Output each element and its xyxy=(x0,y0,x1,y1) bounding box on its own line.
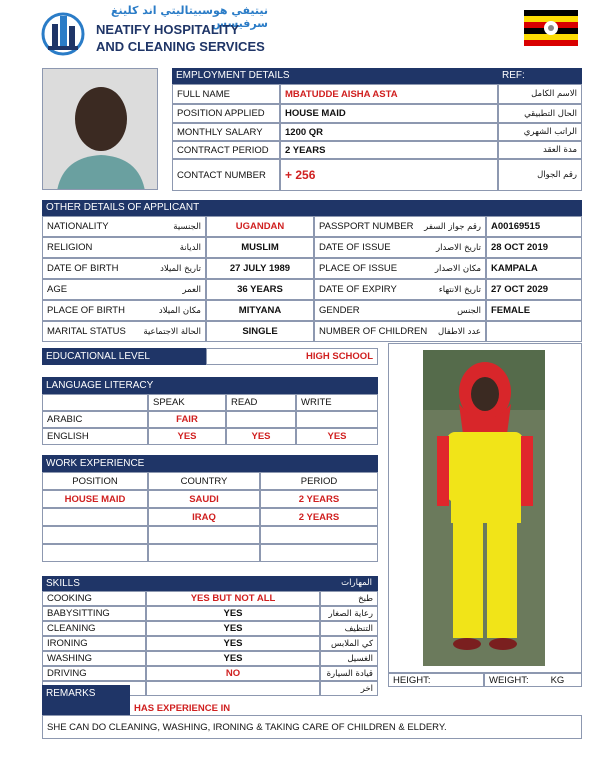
remarks-text: SHE CAN DO CLEANING, WASHING, IRONING & TAKING CARE OF CHILDREN & ELDERY. xyxy=(42,715,582,739)
work-country: IRAQ xyxy=(148,508,260,526)
language-write-value xyxy=(296,411,378,428)
skill-name-ar: التنظيف xyxy=(320,621,378,636)
height-label: HEIGHT: xyxy=(388,673,484,687)
other-label-2: PLACE OF ISSUE xyxy=(319,263,398,274)
remarks-header: REMARKS xyxy=(42,685,130,715)
skill-value: YES xyxy=(146,651,320,666)
other-label-2: NUMBER OF CHILDREN xyxy=(319,326,428,337)
other-label: DATE OF BIRTH xyxy=(47,263,119,274)
other-label-ar: مكان الميلاد xyxy=(158,305,201,316)
skill-name-ar: الغسيل xyxy=(320,651,378,666)
employment-details-header: EMPLOYMENT DETAILS xyxy=(172,68,498,84)
applicant-full-photo-frame xyxy=(388,343,582,673)
language-write-value: YES xyxy=(296,428,378,445)
work-period xyxy=(260,544,378,562)
language-read-value: YES xyxy=(226,428,296,445)
other-label-cell xyxy=(42,321,206,342)
skills-header xyxy=(42,576,378,591)
other-value-2: FEMALE xyxy=(486,300,582,321)
skill-name: COOKING xyxy=(42,591,146,606)
weight-unit: KG xyxy=(550,674,565,686)
applicant-headshot xyxy=(42,68,158,190)
employment-label-ar: الراتب الشهري xyxy=(498,123,582,141)
company-name-line1: NEATIFY HOSPITALITY xyxy=(96,22,240,37)
other-label-2: GENDER xyxy=(319,305,360,316)
skill-name-ar: كي الملابس xyxy=(320,636,378,651)
skill-name-ar: رعاية الصغار xyxy=(320,606,378,621)
other-value: MITYANA xyxy=(206,300,314,321)
skill-name: WASHING xyxy=(42,651,146,666)
language-column-header: WRITE xyxy=(296,394,378,411)
work-country: SAUDI xyxy=(148,490,260,508)
skill-name: IRONING xyxy=(42,636,146,651)
employment-value: HOUSE MAID xyxy=(280,104,498,123)
skill-name: CLEANING xyxy=(42,621,146,636)
applicant-full-photo xyxy=(389,344,581,672)
other-value: 27 JULY 1989 xyxy=(206,258,314,279)
work-period xyxy=(260,526,378,544)
skill-value: YES xyxy=(146,606,320,621)
other-label-cell-2 xyxy=(314,279,486,300)
other-label-cell-2 xyxy=(314,258,486,279)
skill-name: BABYSITTING xyxy=(42,606,146,621)
other-label: AGE xyxy=(47,284,68,295)
work-column-header: COUNTRY xyxy=(148,472,260,490)
skills-title: SKILLS xyxy=(46,578,80,589)
employment-value: MBATUDDE AISHA ASTA xyxy=(280,84,498,104)
other-label-ar-2: مكان الاصدار xyxy=(434,263,481,274)
other-label-ar-2: تاريخ الانتهاء xyxy=(438,284,481,295)
skill-value: YES xyxy=(146,636,320,651)
other-label-ar: الجنسية xyxy=(173,221,201,232)
work-experience-header: WORK EXPERIENCE xyxy=(42,455,378,472)
employment-label: CONTRACT PERIOD xyxy=(172,141,280,159)
employment-label-ar: مدة العقد xyxy=(498,141,582,159)
uganda-flag xyxy=(524,10,578,46)
language-name: ARABIC xyxy=(42,411,148,428)
employment-label: MONTHLY SALARY xyxy=(172,123,280,141)
employment-label-ar: رقم الجوال xyxy=(498,159,582,191)
other-label-cell-2 xyxy=(314,321,486,342)
company-arabic-name: نيتيفي هوسبيتاليتي اند كلينغ سرفيسس xyxy=(111,4,268,30)
skill-name-ar: طبخ xyxy=(320,591,378,606)
work-period: 2 YEARS xyxy=(260,490,378,508)
other-label-cell-2 xyxy=(314,300,486,321)
other-label-cell xyxy=(42,300,206,321)
weight-label: WEIGHT: xyxy=(489,674,529,686)
skill-value: YES xyxy=(146,621,320,636)
building-logo-icon xyxy=(40,6,86,58)
other-label-ar: الحالة الاجتماعية xyxy=(143,326,201,337)
other-value: MUSLIM xyxy=(206,237,314,258)
work-column-header: POSITION xyxy=(42,472,148,490)
other-value: SINGLE xyxy=(206,321,314,342)
language-speak-value: YES xyxy=(148,428,226,445)
other-value: UGANDAN xyxy=(206,216,314,237)
other-label-ar-2: الجنس xyxy=(457,305,481,316)
skills-title-ar: المهارات xyxy=(341,578,372,588)
employment-label: FULL NAME xyxy=(172,84,280,104)
other-label-ar-2: رقم جواز السفر xyxy=(424,221,481,232)
other-label-ar: تاريخ الميلاد xyxy=(160,263,201,274)
other-label: NATIONALITY xyxy=(47,221,109,232)
work-position xyxy=(42,526,148,544)
employment-value: + 256 xyxy=(280,159,498,191)
ref-label: REF: xyxy=(498,68,582,84)
other-label-cell-2 xyxy=(314,216,486,237)
weight-field xyxy=(484,673,582,687)
other-label-cell xyxy=(42,216,206,237)
other-label-ar-2: عدد الاطفال xyxy=(437,326,481,337)
other-label-ar-2: تاريخ الاصدار xyxy=(436,242,481,253)
company-logo xyxy=(40,6,86,58)
language-name: ENGLISH xyxy=(42,428,148,445)
employment-value: 1200 QR xyxy=(280,123,498,141)
other-label-cell xyxy=(42,237,206,258)
other-value-2 xyxy=(486,321,582,342)
other-value-2: 28 OCT 2019 xyxy=(486,237,582,258)
language-header: LANGUAGE LITERACY xyxy=(42,377,378,394)
employment-label: POSITION APPLIED xyxy=(172,104,280,123)
other-label: MARITAL STATUS xyxy=(47,326,126,337)
other-value-2: KAMPALA xyxy=(486,258,582,279)
education-value: HIGH SCHOOL xyxy=(206,348,378,365)
work-country xyxy=(148,544,260,562)
skill-name-ar: اخر xyxy=(320,681,378,696)
skill-name: DRIVING xyxy=(42,666,146,681)
employment-label-ar: الاسم الكامل xyxy=(498,84,582,104)
language-column-header: READ xyxy=(226,394,296,411)
other-value-2: A00169515 xyxy=(486,216,582,237)
language-column-header: SPEAK xyxy=(148,394,226,411)
other-label-2: DATE OF ISSUE xyxy=(319,242,391,253)
skill-value xyxy=(146,681,320,696)
other-label-cell-2 xyxy=(314,237,486,258)
work-column-header: PERIOD xyxy=(260,472,378,490)
work-position xyxy=(42,544,148,562)
other-label-2: DATE OF EXPIRY xyxy=(319,284,397,295)
skill-value: NO xyxy=(146,666,320,681)
other-label: RELIGION xyxy=(47,242,93,253)
employment-label-ar: الحال التطبيقي xyxy=(498,104,582,123)
work-position: HOUSE MAID xyxy=(42,490,148,508)
employment-value: 2 YEARS xyxy=(280,141,498,159)
language-read-value xyxy=(226,411,296,428)
other-label-2: PASSPORT NUMBER xyxy=(319,221,414,232)
remarks-highlight: HAS EXPERIENCE IN xyxy=(134,703,231,714)
other-value-2: 27 OCT 2029 xyxy=(486,279,582,300)
other-label-ar: الديانة xyxy=(179,242,201,253)
skill-value: YES BUT NOT ALL xyxy=(146,591,320,606)
language-header-blank xyxy=(42,394,148,411)
work-position xyxy=(42,508,148,526)
work-country xyxy=(148,526,260,544)
other-label-ar: العمر xyxy=(182,284,201,295)
other-label-cell xyxy=(42,279,206,300)
other-label-cell xyxy=(42,258,206,279)
skill-name-ar: قيادة السيارة xyxy=(320,666,378,681)
education-label: EDUCATIONAL LEVEL xyxy=(42,348,206,365)
other-label: PLACE OF BIRTH xyxy=(47,305,125,316)
other-value: 36 YEARS xyxy=(206,279,314,300)
employment-label: CONTACT NUMBER xyxy=(172,159,280,191)
other-details-header: OTHER DETAILS OF APPLICANT xyxy=(42,200,582,216)
company-name-line2: AND CLEANING SERVICES xyxy=(96,39,265,54)
language-speak-value: FAIR xyxy=(148,411,226,428)
work-period: 2 YEARS xyxy=(260,508,378,526)
